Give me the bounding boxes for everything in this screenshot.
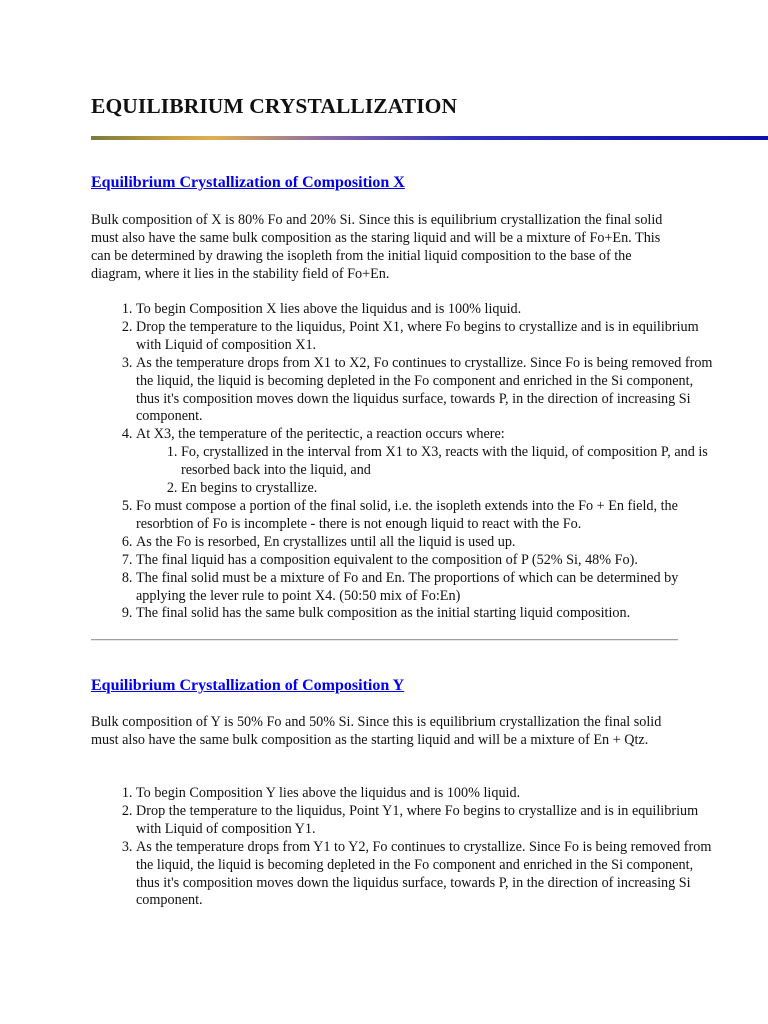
section-y-intro: Bulk composition of Y is 50% Fo and 50% Si. Since this is equilibrium crystallization the final solid must also have the same bulk composition as the starting liquid and will be a mixture of En + Qtz. [91,714,662,748]
list-item: 1. To begin Composition X lies above the liquidus and is 100% liquid. [136,301,716,319]
sub-list-item: 1. Fo, crystallized in the interval from X1 to X3, reacts with the liquid, of composition P, and is resorbed back into the liquid, and [181,444,716,480]
title-gradient-rule [91,136,768,140]
list-item-peritectic [136,426,716,498]
list-item: 5. Fo must compose a portion of the final solid, i.e. the isopleth extends into the Fo + En field, the resorbtion of Fo is incomplete - there is not enough liquid to react with the Fo. [136,498,716,534]
sub-list-item: 2. En begins to crystallize. [181,480,716,498]
section-x-title-link[interactable]: Equilibrium Crystallization of Composition X [91,174,405,191]
list-item: 6. As the Fo is resorbed, En crystallizes until all the liquid is used up. [136,534,716,552]
page-title: EQUILIBRIUM CRYSTALLIZATION [91,94,458,118]
list-item: 7. The final liquid has a composition equivalent to the composition of P (52% Si, 48% Fo). [136,552,716,570]
list-item: 3. As the temperature drops from X1 to X2, Fo continues to crystallize. Since Fo is being removed from the liquid, the liquid is becoming depleted in the Fo component and enriched in the Si component, thus it's composition moves down the liquidus surface, towards P, in the direction of increasing Si component. [136,355,716,427]
section-x-intro: Bulk composition of X is 80% Fo and 20% Si. Since this is equilibrium crystallization the final solid must also have the same bulk composition as the staring liquid and will be a mixture of Fo+En. This can be determined by drawing the isopleth from the initial liquid composition to the base of the diagram, where it lies in the stability field of Fo+En. [91,212,663,282]
section-divider [91,639,678,641]
section-y-steps [91,785,716,910]
section-y-title-link[interactable]: Equilibrium Crystallization of Composition Y [91,677,405,694]
list-item: 2. Drop the temperature to the liquidus, Point Y1, where Fo begins to crystallize and is in equilibrium with Liquid of composition Y1. [136,803,716,839]
list-item: 8. The final solid must be a mixture of Fo and En. The proportions of which can be determined by applying the lever rule to point X4. (50:50 mix of Fo:En) [136,570,716,606]
list-item: 3. As the temperature drops from Y1 to Y2, Fo continues to crystallize. Since Fo is being removed from the liquid, the liquid is becoming depleted in the Fo component and enriched in the Si component, thus it's composition moves down the liquidus surface, towards P, in the direction of increasing Si component. [136,839,716,911]
list-item: 2. Drop the temperature to the liquidus, Point X1, where Fo begins to crystallize and is in equilibrium with Liquid of composition X1. [136,319,716,355]
list-item-text: At X3, the temperature of the peritectic, a reaction occurs where: [136,426,505,443]
list-item: 9. The final solid has the same bulk composition as the initial starting liquid composition. [136,605,716,623]
list-item: 1. To begin Composition Y lies above the liquidus and is 100% liquid. [136,785,716,803]
section-x-steps [91,301,716,623]
peritectic-substeps [136,444,716,498]
